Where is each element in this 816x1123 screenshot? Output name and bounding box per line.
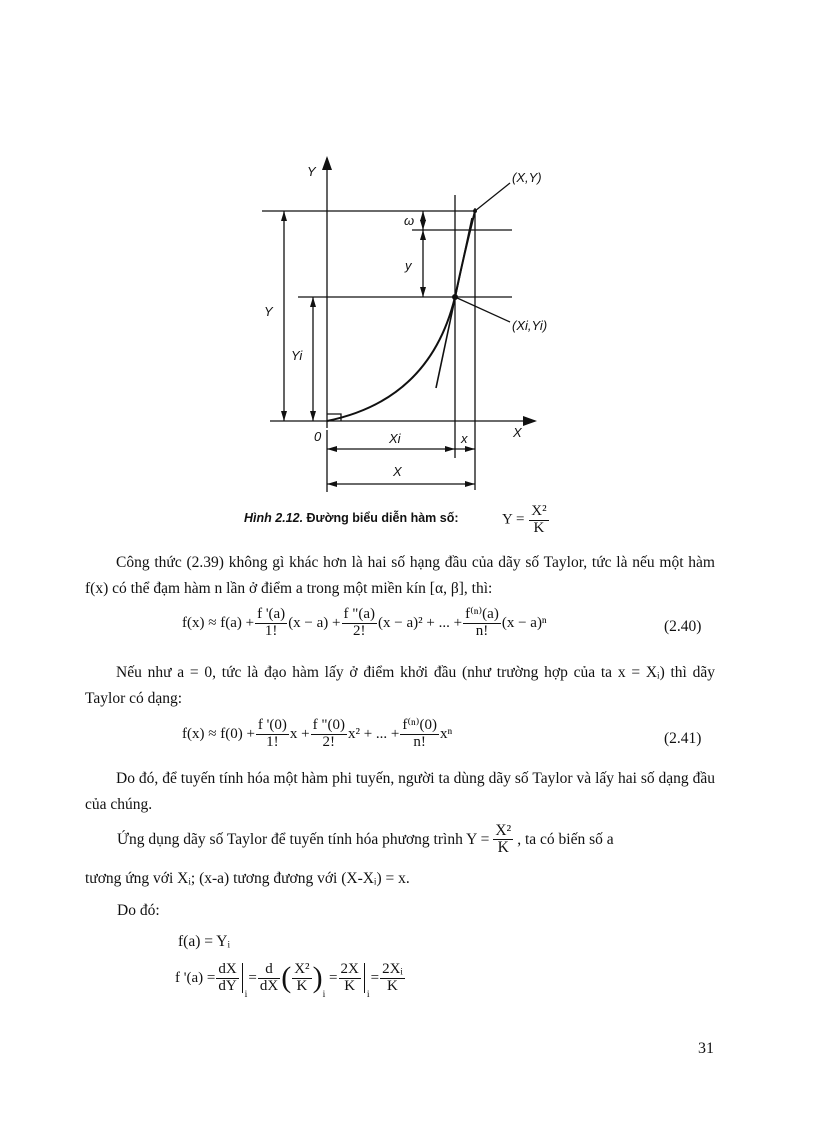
paragraph-5: tương ứng với Xᵢ; (x-a) tương đương với (X-Xᵢ) = x.	[85, 870, 410, 887]
caption-eq-den: K	[533, 519, 545, 536]
paragraph-1: Công thức (2.39) không gì khác hơn là hai số hạng đầu của dãy số Taylor, tức là nếu một hàm f(x) có thể đạm hàm n lần ở điểm a trong một miền kín [α, β], thì:	[85, 554, 715, 597]
fpa-c-den: K	[296, 977, 308, 994]
para4-num: X²	[495, 822, 512, 839]
label-big-X: X	[393, 464, 402, 479]
fpa-e-num: 2Xᵢ	[382, 961, 403, 977]
equation-fa: f(a) = Yᵢ	[178, 933, 231, 950]
para4-den: K	[497, 839, 509, 857]
paragraph-4	[117, 823, 614, 857]
eq241-t2-tail: x² + ... +	[347, 725, 400, 742]
para4-before: Ứng dụng dãy số Taylor để tuyến tính hóa phương trình Y =	[117, 830, 490, 848]
equation-2-40	[182, 607, 547, 640]
eq241-lhs: f(x) ≈ f(0) +	[182, 725, 255, 742]
eq241-t1-tail: x +	[289, 725, 310, 742]
eq241-t3-tail: xⁿ	[439, 725, 453, 742]
label-Yi: Yi	[291, 348, 303, 363]
eq240-t1-tail: (x − a) +	[288, 614, 341, 631]
paragraph-3: Do đó, để tuyến tính hóa một hàm phi tuyến, người ta dùng dãy số Taylor và lấy hai số dạng đầu của chúng.	[85, 770, 715, 813]
fpa-a-den: dY	[218, 977, 237, 994]
figure-caption	[244, 497, 664, 545]
label-small-x: x	[461, 431, 468, 446]
curve	[327, 211, 475, 421]
label-y-axis: Y	[307, 164, 316, 179]
eq241-t1-num: f '(0)	[257, 717, 287, 733]
eq240-t3-num: f⁽ⁿ⁾(a)	[465, 606, 499, 622]
fpa-c-num: X²	[294, 961, 310, 977]
eq240-t2-num: f "(a)	[343, 606, 376, 622]
label-point-xy: (X,Y)	[512, 170, 542, 185]
fpa-b-num: d	[258, 962, 280, 979]
eq241-t3-num: f⁽ⁿ⁾(0)	[402, 717, 437, 733]
eq240-t3-tail: (x − a)ⁿ	[501, 614, 547, 631]
eq241-t2-den: 2!	[322, 733, 336, 750]
caption-eq-num: X²	[531, 503, 547, 519]
paragraph-2: Nếu như a = 0, tức là đạo hàm lấy ở điểm khởi đầu (như trường hợp của ta x = Xᵢ) thì dãy Taylor có dạng:	[85, 664, 715, 707]
para4-after: , ta có biến số a	[517, 830, 614, 848]
eq240-lhs: f(x) ≈ f(a) +	[182, 614, 255, 631]
eq241-t3-den: n!	[413, 733, 426, 750]
tangent-line	[436, 218, 472, 388]
label-point-xiyi: (Xi,Yi)	[512, 318, 548, 333]
label-small-y: y	[405, 258, 412, 273]
label-origin: 0	[314, 429, 322, 444]
label-big-Y: Y	[264, 304, 273, 319]
eq240-t2-den: 2!	[353, 622, 366, 639]
eq241-t1-den: 1!	[266, 733, 279, 750]
fpa-d-num: 2X	[340, 961, 359, 977]
equation-number-2-41: (2.41)	[664, 730, 702, 747]
page-number: 31	[698, 1040, 714, 1057]
figure-2-12	[0, 0, 816, 500]
caption-title: Đường biểu diễn hàm số:	[306, 511, 459, 525]
label-Xi: Xi	[389, 431, 401, 446]
fpa-e-den: K	[387, 977, 398, 994]
equation-2-41	[182, 718, 452, 751]
fpa-b-den: dX	[259, 977, 279, 994]
equation-fpa: f '(a) = $\frac{dX}{dY}$ i = $\frac{d}{dX}$ ( $\frac{\text{X²}}{K}$ ) i = $\frac{2X}{K}$ i = $\frac{\text{2Xᵢ}}{K}$	[175, 961, 403, 1001]
label-x-axis: X	[513, 425, 522, 440]
caption-equation	[502, 504, 550, 537]
eq240-t1-num: f '(a)	[257, 606, 286, 622]
eq240-t3-den: n!	[475, 622, 489, 639]
caption-label: Hình 2.12.	[244, 511, 304, 525]
label-omega: ω	[404, 213, 415, 228]
fpa-d-den: K	[344, 977, 356, 994]
paragraph-6: Do đó:	[117, 902, 160, 919]
fpa-lhs: f '(a) =	[175, 969, 216, 986]
fpa-a-num: dX	[218, 961, 237, 977]
equation-number-2-40: (2.40)	[664, 618, 702, 635]
eq241-t2-num: f "(0)	[312, 717, 345, 733]
eq240-t2-tail: (x − a)² + ... +	[378, 614, 463, 631]
eq240-t1-den: 1!	[264, 622, 278, 639]
caption-eq-lhs: Y =	[502, 511, 525, 528]
